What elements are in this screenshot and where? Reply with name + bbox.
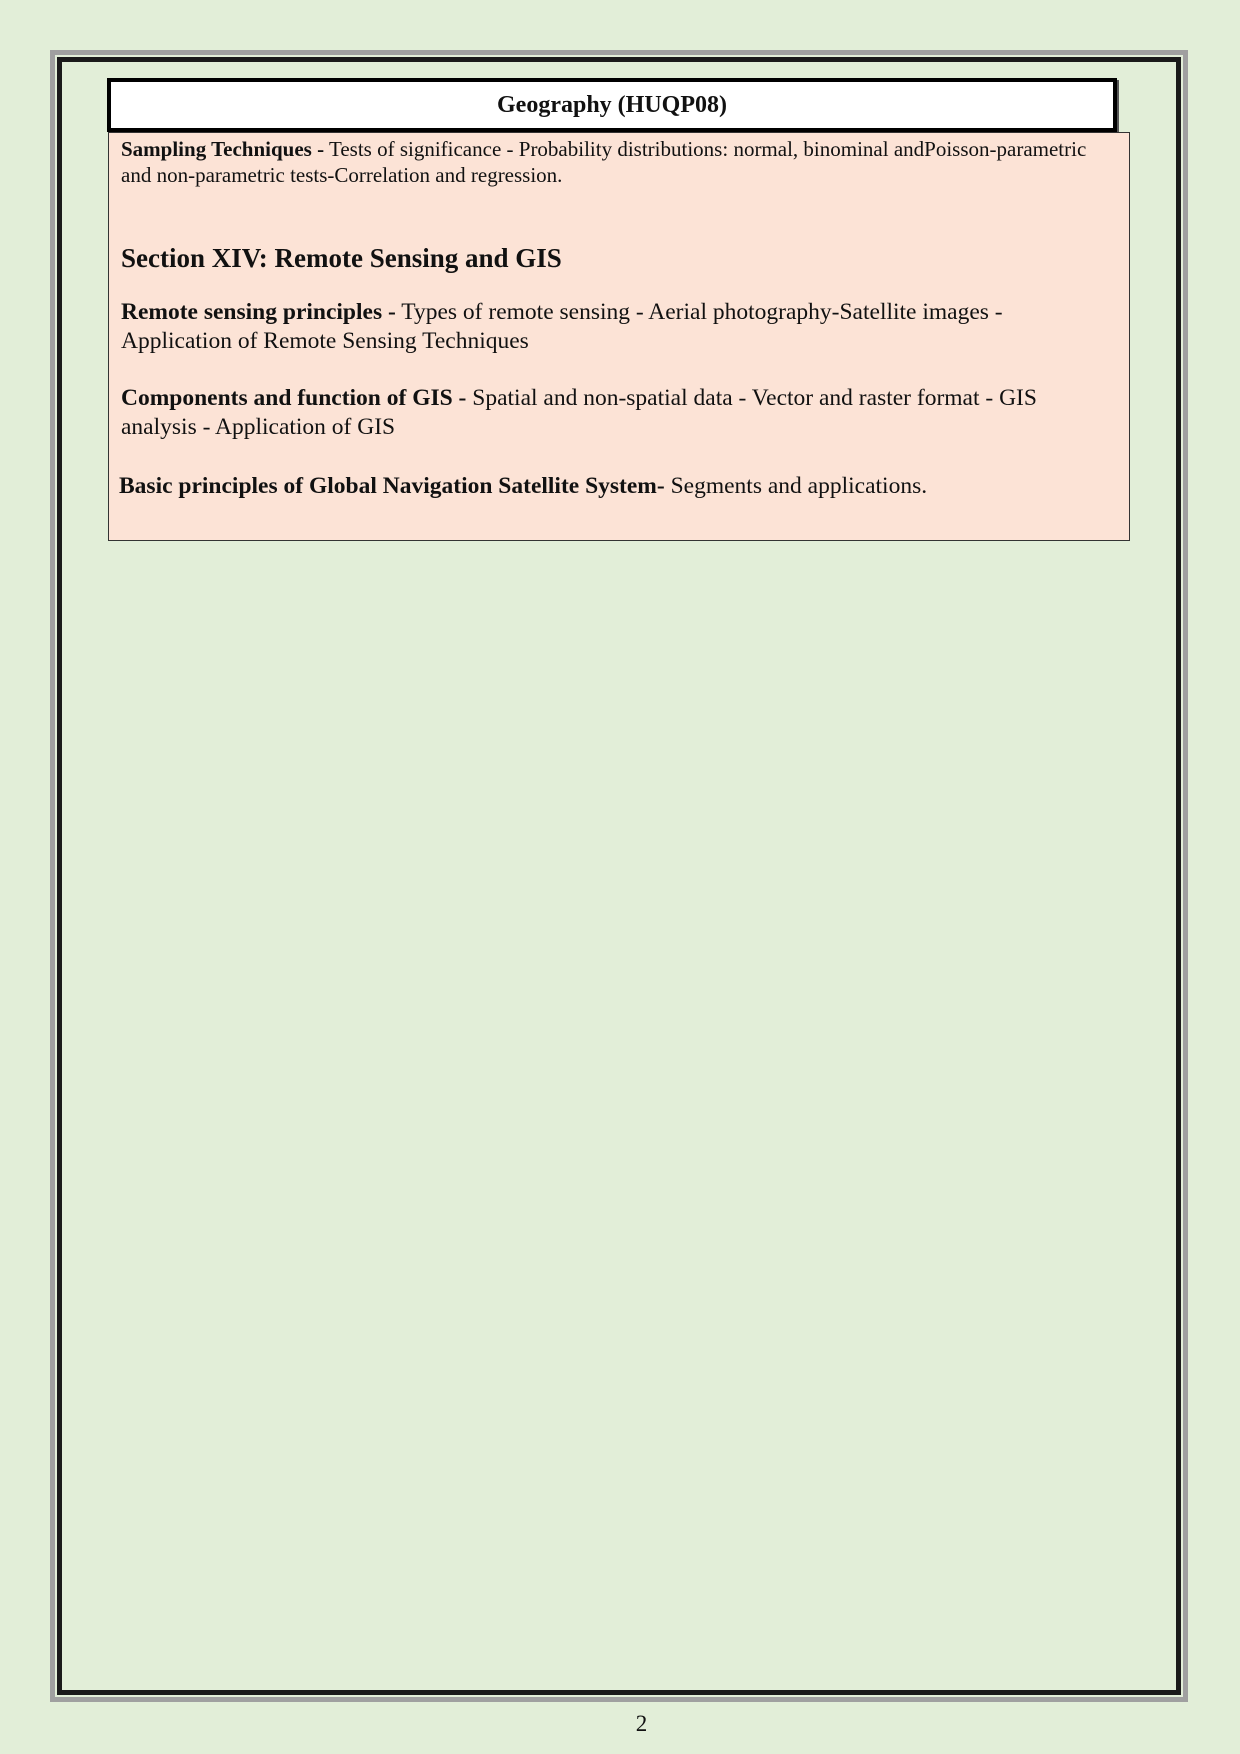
document-title: Geography (HUQP08) [497, 91, 727, 118]
paragraph-gnss [119, 472, 1118, 501]
section-heading: Section XIV: Remote Sensing and GIS [121, 243, 562, 273]
paragraph-text: Types of remote sensing - Aerial photography-Satellite images - Application of Remote Sensing Techniques [121, 299, 1003, 354]
paragraph-sampling-techniques [121, 136, 1118, 188]
paragraph-lead: Remote sensing principles - [121, 299, 396, 325]
paragraph-lead: Basic principles of Global Navigation Satellite System- [119, 473, 665, 499]
paragraph-lead: Sampling Techniques - [121, 137, 325, 161]
paragraph-gis [121, 384, 1118, 442]
paragraph-text: Tests of significance - Probability distributions: normal, binominal andPoisson-parametric and non-parametric tests-Correlation and regression. [121, 137, 1087, 187]
syllabus-content-box [108, 132, 1130, 541]
paragraph-lead: Components and function of GIS - [121, 385, 467, 411]
paragraph-text: Segments and applications. [664, 473, 928, 499]
paragraph-text: Spatial and non-spatial data - Vector and raster format - GIS analysis - Application of GIS [121, 385, 1037, 440]
document-title-box [107, 78, 1117, 132]
paragraph-remote-sensing [121, 298, 1118, 356]
page-number: 2 [635, 1711, 648, 1736]
